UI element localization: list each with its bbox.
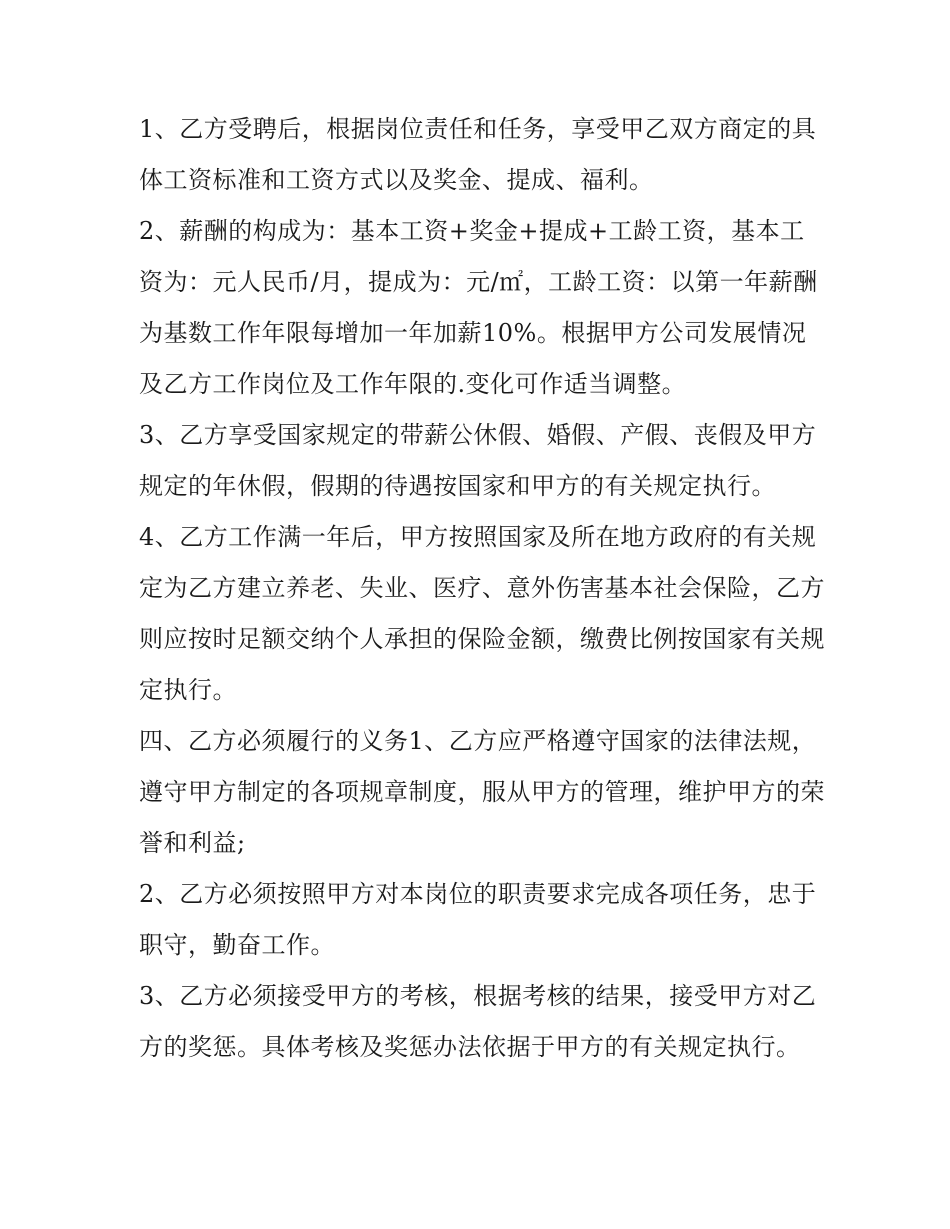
paragraph-obligations-laws: 四、乙方必须履行的义务1、乙方应严格遵守国家的法律法规，遵守甲方制定的各项规章制度，服从甲方的管理，维护甲方的荣誉和利益; [139, 727, 825, 857]
document-body [139, 104, 829, 1073]
paragraph-salary-composition: 2、薪酬的构成为：基本工资+奖金+提成+工龄工资，基本工资为：元人民币/月，提成为：元/㎡，工龄工资：以第一年薪酬为基数工作年限每增加一年加薪10%。根据甲方公司发展情况及乙方工作岗位及工作年限的.变化可作适当调整。 [139, 217, 818, 398]
paragraph-social-insurance: 4、乙方工作满一年后，甲方按照国家及所在地方政府的有关规定为乙方建立养老、失业、医疗、意外伤害基本社会保险，乙方则应按时足额交纳个人承担的保险金额，缴费比例按国家有关规定执行。 [139, 523, 825, 704]
paragraph-paid-leave: 3、乙方享受国家规定的带薪公休假、婚假、产假、丧假及甲方规定的年休假，假期的待遇按国家和甲方的有关规定执行。 [139, 421, 817, 500]
paragraph-obligations-assessment: 3、乙方必须接受甲方的考核，根据考核的结果，接受甲方对乙方的奖惩。具体考核及奖惩办法依据于甲方的有关规定执行。 [139, 982, 817, 1061]
paragraph-salary-standard: 1、乙方受聘后，根据岗位责任和任务，享受甲乙双方商定的具体工资标准和工资方式以及奖金、提成、福利。 [139, 115, 817, 194]
paragraph-obligations-duties: 2、乙方必须按照甲方对本岗位的职责要求完成各项任务，忠于职守，勤奋工作。 [139, 880, 817, 959]
